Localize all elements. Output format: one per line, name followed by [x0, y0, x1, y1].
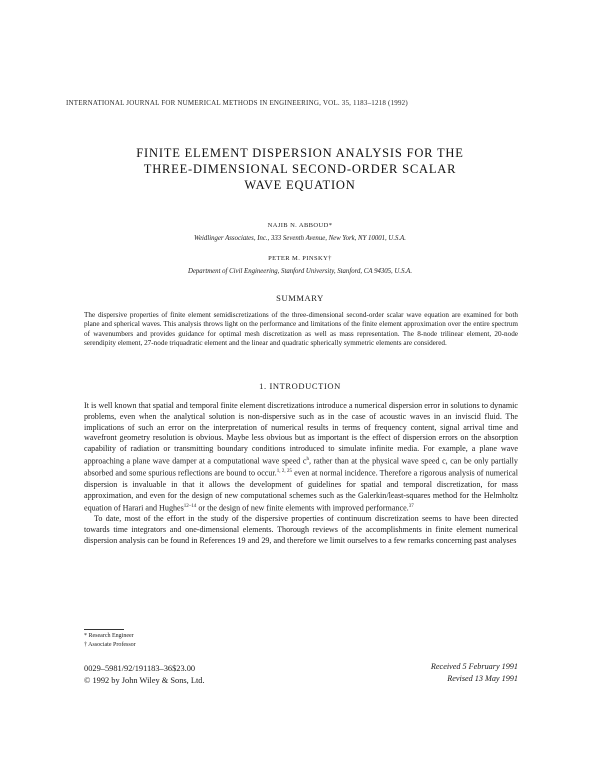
author-name-1: NAJIB N. ABBOUD* — [267, 222, 333, 229]
intro-paragraph-1: It is well known that spatial and temporal finite element discretizations introduce a numerical dispersion error in solutions to dynamic problems, even when the analytical solution is non-dispersive such as in the case of acoustic waves in an inviscid fluid. The implications of such an error on the interpretation of numerical results in terms of frequency content, signal arrival time and wavefront geometry resolution is obvious. Maybe less obvious but as important is the effect of dispersion errors on the absorption capability of radiation or transmitting boundary conditions introduced to simulate infinite media. For example, a plane wave approaching a plane wave damper at a computational wave speed $c^h$, rather than at the physical wave speed c, can be only partially absorbed and some spurious reflections are bound to occur.$^{1, 2, 25}$ even at normal incidence. Therefore a rigorous analysis of numerical dispersion is invaluable in that it allows the development of guidelines for spatial and temporal discretization, for mass approximation, and even for the design of new computational schemes such as the Galerkin/least-squares method for the Helmholtz equation of Harari and Hughes$^{12-14}$ or the design of new finite elements with improved performance.$^{37}$ — [84, 401, 519, 513]
summary-text: The dispersive properties of finite element semidiscretizations of the three-dimensional second-order scalar wave equation are examined for both plane and spherical waves. This analysis throws light on the performance and limitations of the finite element approximation over the entire spectrum of wavenumbers and provides guidance for optimal mesh discretization as well as mass representation. The 8-node trilinear element, 20-node serendipity element, 27-node triquadratic element and the linear and quadratic spherically symmetric elements are considered. — [84, 311, 518, 348]
journal-header: INTERNATIONAL JOURNAL FOR NUMERICAL METHODS IN ENGINEERING, VOL. 35, 1183–1218 (1992) — [66, 99, 408, 107]
publication-code: 0029–5981/92/191183–36$23.00 — [84, 664, 196, 673]
title-line-1: FINITE ELEMENT DISPERSION ANALYSIS FOR THE — [136, 146, 464, 160]
received-date: Received 5 February 1991 — [430, 662, 518, 671]
title-line-2: THREE-DIMENSIONAL SECOND-ORDER SCALAR — [143, 162, 457, 176]
footnote-1: * Research Engineer — [84, 633, 134, 639]
introduction-body — [84, 401, 518, 546]
footnote-2: † Associate Professor — [84, 642, 136, 648]
author-name-2: PETER M. PINSKY† — [268, 255, 332, 262]
copyright-line: © 1992 by John Wiley & Sons, Ltd. — [84, 676, 205, 685]
title-line-3: WAVE EQUATION — [244, 178, 356, 192]
introduction-heading: 1. INTRODUCTION — [259, 381, 341, 391]
author-affiliation-1: Weidlinger Associates, Inc., 333 Seventh Avenue, New York, NY 10001, U.S.A. — [193, 235, 406, 242]
author-affiliation-2: Department of Civil Engineering, Stanford University, Stanford, CA 94305, U.S.A. — [187, 268, 413, 275]
footnote-divider — [84, 629, 124, 630]
summary-heading: SUMMARY — [276, 293, 324, 303]
revised-date: Revised 13 May 1991 — [447, 674, 518, 683]
paper-title — [90, 145, 510, 193]
intro-paragraph-2: To date, most of the effort in the study of the dispersive properties of continuum discretization seems to have been directed towards time integrators and one-dimensional elements. Thorough reviews of the accomplishments in finite element numerical dispersion analysis can be found in References 19 and 29, and therefore we limit ourselves to a few remarks concerning past analyses — [84, 514, 518, 545]
